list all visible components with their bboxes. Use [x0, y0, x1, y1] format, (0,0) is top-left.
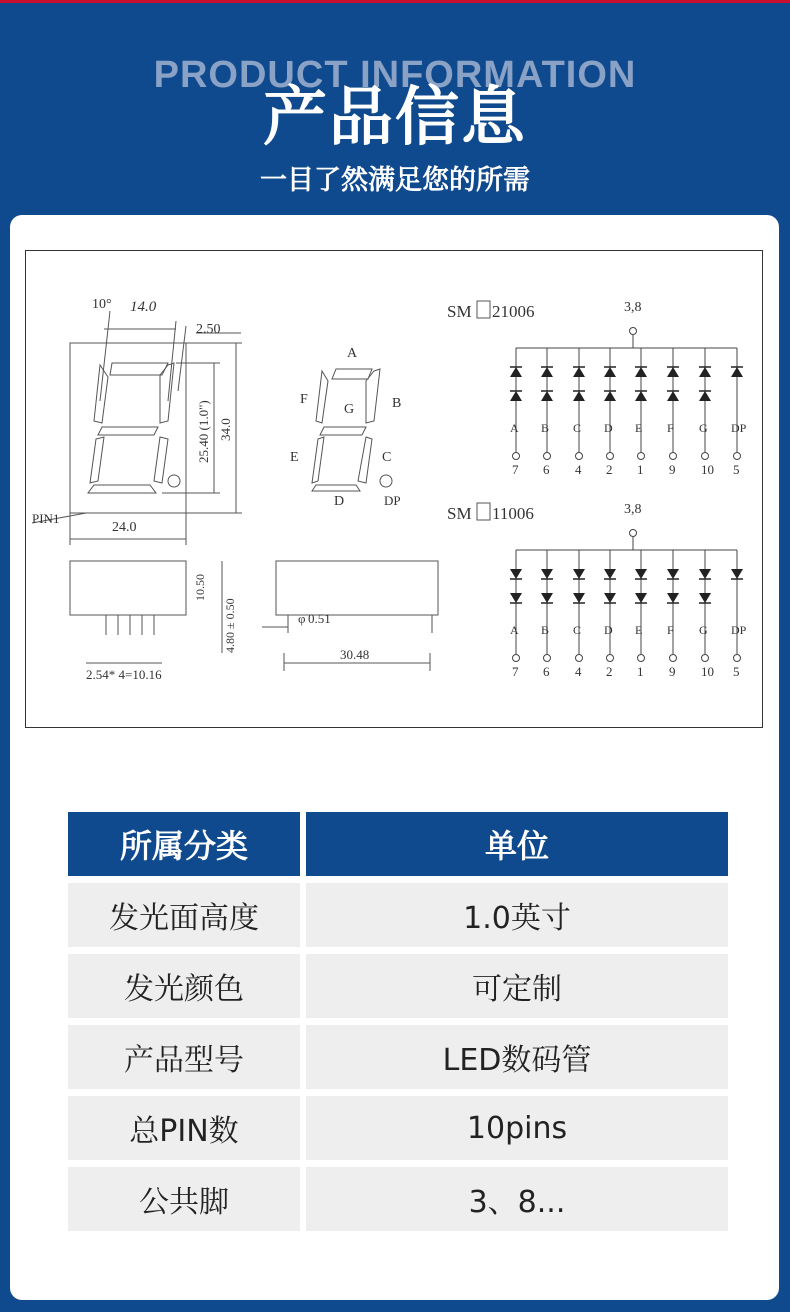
common-pins-label: 3,8: [624, 300, 642, 315]
angle-label: 10°: [92, 297, 112, 312]
segment-e-label: E: [290, 450, 299, 465]
segment-name: F: [667, 421, 674, 435]
led-diode: [604, 367, 616, 377]
led-diode: [699, 367, 711, 377]
led-diode: [541, 593, 553, 603]
led-diode: [541, 367, 553, 377]
segment-name: E: [635, 421, 643, 435]
pin-terminal: [576, 453, 583, 460]
pin-number: 7: [512, 664, 519, 679]
pin-diameter-label: 0.51: [308, 611, 331, 626]
model2-prefix: SM: [447, 504, 472, 523]
model-box-1: [477, 301, 490, 318]
pin-number: 9: [669, 664, 676, 679]
pin-number: 9: [669, 462, 676, 477]
led-diode: [699, 569, 711, 579]
pin-number: 10: [701, 664, 714, 679]
length-label: 30.48: [340, 647, 370, 662]
pin1-label: PIN1: [32, 511, 60, 526]
pin-terminal: [544, 655, 551, 662]
pin-number: 4: [575, 664, 582, 679]
diagram-svg: [26, 251, 764, 729]
segment-b-label: B: [392, 396, 402, 411]
row-key: 公共脚: [68, 1167, 306, 1231]
pitch-label: 2.54* 4=10.16: [86, 667, 162, 682]
pin-number: 5: [733, 664, 740, 679]
led-diode: [604, 569, 616, 579]
bottom-body: [276, 561, 438, 615]
led-diode: [604, 593, 616, 603]
digit-height-label: 25.40 (1.0"): [196, 400, 211, 463]
header-unit: 单位: [306, 812, 728, 876]
led-diode: [699, 391, 711, 401]
body-width-label: 24.0: [112, 520, 137, 535]
row-key: 产品型号: [68, 1025, 306, 1089]
pin-number: 10: [701, 462, 714, 477]
led-diode: [667, 391, 679, 401]
led-diode: [604, 391, 616, 401]
pin-terminal: [638, 655, 645, 662]
row-value: 3、8...: [306, 1167, 728, 1231]
pin-number: 2: [606, 664, 613, 679]
segment-name: D: [604, 623, 613, 637]
pin-terminal: [544, 453, 551, 460]
segment-d-label: D: [334, 494, 345, 509]
pin-number: 6: [543, 664, 550, 679]
pin-terminal: [702, 655, 709, 662]
model-box-2: [477, 503, 490, 520]
segment-dp-label: DP: [384, 493, 401, 508]
led-diode: [510, 593, 522, 603]
led-diode: [667, 569, 679, 579]
page-subtitle: 一目了然满足您的所需: [260, 165, 530, 196]
row-key: 发光面高度: [68, 883, 306, 947]
led-diode: [731, 569, 743, 579]
pin-terminal: [670, 655, 677, 662]
pin-number: 2: [606, 462, 613, 477]
table-row: [68, 954, 728, 1018]
dimension-diagram: [25, 250, 763, 728]
row-value: LED数码管: [306, 1025, 728, 1089]
pin-terminal: [670, 453, 677, 460]
table-header-row: [68, 812, 728, 876]
model1-suffix: 21006: [492, 302, 535, 321]
pin-terminal: [702, 453, 709, 460]
top-accent-line: [0, 0, 790, 3]
led-diode: [635, 593, 647, 603]
header-category: 所属分类: [68, 812, 306, 876]
segment-name: A: [510, 421, 519, 435]
circuit-diagrams: [510, 300, 747, 679]
led-diode: [510, 367, 522, 377]
seg-gap-label: 2.50: [196, 322, 221, 337]
row-value: 1.0英寸: [306, 883, 728, 947]
segment-name: G: [699, 421, 708, 435]
led-diode: [635, 569, 647, 579]
led-diode: [510, 391, 522, 401]
segment-name: B: [541, 623, 550, 637]
segment-c-label: C: [382, 450, 392, 465]
table-row: [68, 1096, 728, 1160]
pin-terminal: [734, 655, 741, 662]
pin-number: 1: [637, 462, 644, 477]
front-body-outline: [70, 343, 186, 513]
side-body: [70, 561, 186, 615]
led-diode: [510, 569, 522, 579]
segment-name: DP: [731, 421, 747, 435]
pin-number: 4: [575, 462, 582, 477]
led-diode: [667, 367, 679, 377]
pin-terminal: [638, 453, 645, 460]
segment-name: C: [573, 623, 582, 637]
led-diode: [635, 367, 647, 377]
segment-name: D: [604, 421, 613, 435]
row-value: 可定制: [306, 954, 728, 1018]
pin-number: 6: [543, 462, 550, 477]
segment-name: F: [667, 623, 674, 637]
led-diode: [573, 367, 585, 377]
segment-name: G: [699, 623, 708, 637]
table-row: [68, 1167, 728, 1231]
led-diode: [667, 593, 679, 603]
top-width-label: 14.0: [130, 299, 157, 315]
pin-number: 5: [733, 462, 740, 477]
segment-a-label: A: [347, 346, 358, 361]
segment-g-label: G: [344, 402, 355, 417]
common-pin-terminal: [630, 328, 637, 335]
led-diode: [635, 391, 647, 401]
pin-terminal: [513, 655, 520, 662]
led-diode: [541, 569, 553, 579]
segment-name: E: [635, 623, 643, 637]
row-key: 发光颜色: [68, 954, 306, 1018]
pin-terminal: [607, 453, 614, 460]
row-value: 10pins: [306, 1096, 728, 1160]
pin-number: 7: [512, 462, 519, 477]
spec-table: [68, 805, 728, 1238]
model2-suffix: 11006: [492, 504, 534, 523]
segment-name: C: [573, 421, 582, 435]
segment-digit: [312, 369, 392, 491]
page-title: 产品信息: [263, 81, 527, 155]
model1-prefix: SM: [447, 302, 472, 321]
segment-name: DP: [731, 623, 747, 637]
led-diode: [573, 391, 585, 401]
common-pin-terminal: [630, 530, 637, 537]
segment-name: B: [541, 421, 550, 435]
background-english-heading: PRODUCT INFORMATION: [153, 54, 637, 96]
pin-length-label: 4.80 ± 0.50: [223, 598, 237, 653]
pin-terminal: [734, 453, 741, 460]
side-height-label: 10.50: [193, 574, 207, 601]
table-row: [68, 1025, 728, 1089]
common-pins-label: 3,8: [624, 502, 642, 517]
pin-number: 1: [637, 664, 644, 679]
segment-f-label: F: [300, 392, 308, 407]
segment-name: A: [510, 623, 519, 637]
pin-terminal: [607, 655, 614, 662]
led-diode: [699, 593, 711, 603]
led-diode: [731, 367, 743, 377]
led-diode: [573, 569, 585, 579]
body-height-label: 34.0: [218, 418, 233, 441]
table-row: [68, 883, 728, 947]
diameter-symbol: φ: [298, 611, 306, 626]
row-key: 总PIN数: [68, 1096, 306, 1160]
pin-terminal: [576, 655, 583, 662]
led-diode: [541, 391, 553, 401]
led-diode: [573, 593, 585, 603]
pin-terminal: [513, 453, 520, 460]
